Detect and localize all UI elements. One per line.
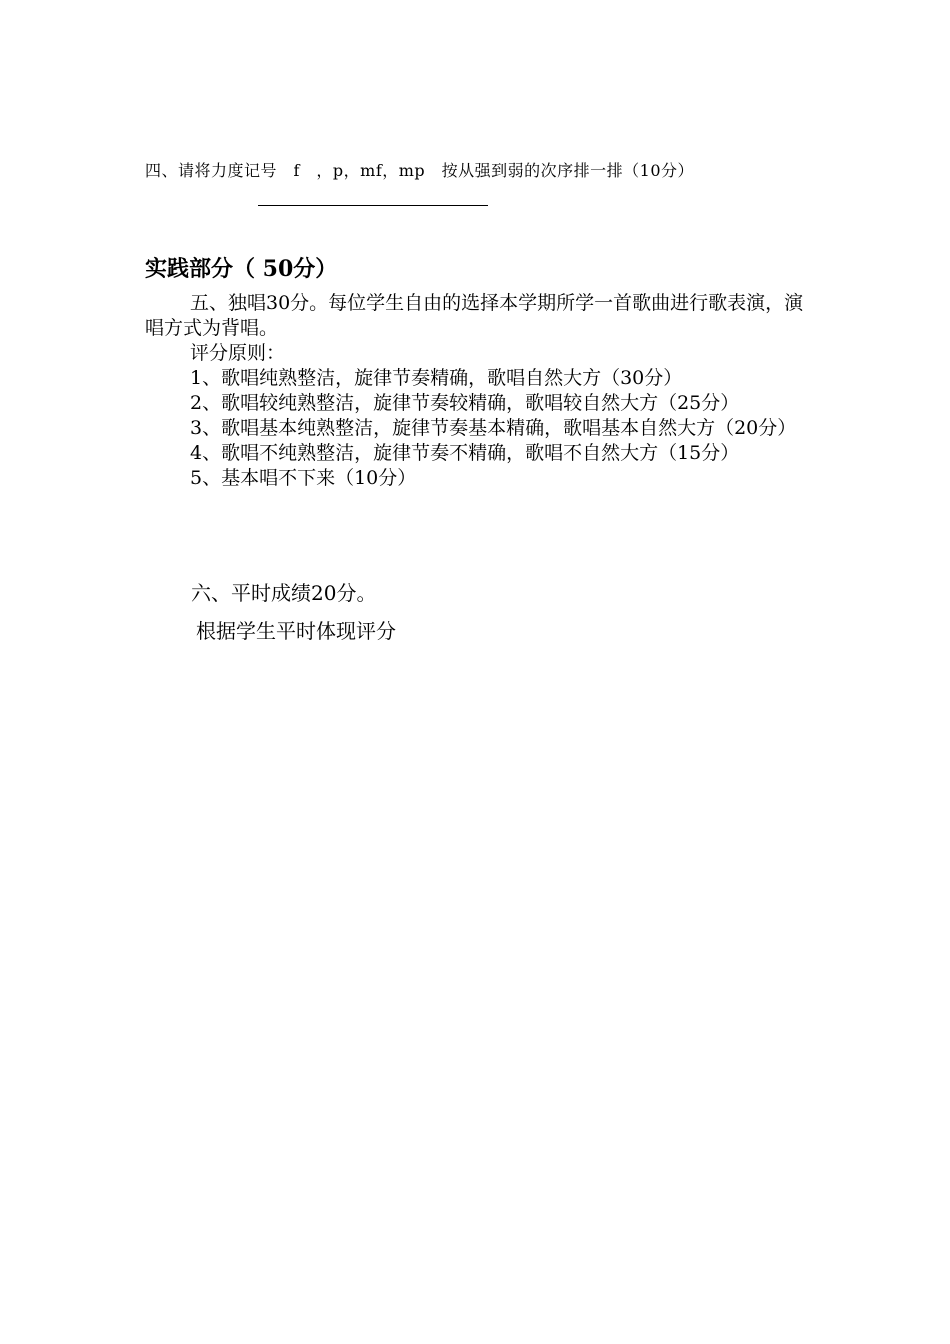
item-6-title: 六、平时成绩20分。: [191, 581, 377, 605]
answer-blank-line: [258, 205, 488, 206]
criteria-item-3: 3、歌唱基本纯熟整洁，旋律节奏基本精确，歌唱基本自然大方（20分）: [190, 417, 797, 439]
criteria-item-1: 1、歌唱纯熟整洁，旋律节奏精确，歌唱自然大方（30分）: [190, 367, 683, 389]
practice-section-title: 实践部分（ 50分）: [145, 256, 338, 282]
criteria-label: 评分原则：: [190, 342, 286, 364]
criteria-item-5: 5、基本唱不下来（10分）: [190, 467, 417, 489]
item-6-body: 根据学生平时体现评分: [196, 619, 396, 643]
criteria-item-2: 2、歌唱较纯熟整洁，旋律节奏较精确，歌唱较自然大方（25分）: [190, 392, 740, 414]
question-4-text: 四、请将力度记号 f ，p，mf，mp 按从强到弱的次序排一排（10分）: [145, 161, 695, 180]
item-5-intro: 五、独唱30分。每位学生自由的选择本学期所学一首歌曲进行歌表演，演唱方式为背唱。: [145, 292, 804, 339]
item-5-block: [145, 291, 810, 491]
criteria-item-4: 4、歌唱不纯熟整洁，旋律节奏不精确，歌唱不自然大方（15分）: [190, 442, 740, 464]
